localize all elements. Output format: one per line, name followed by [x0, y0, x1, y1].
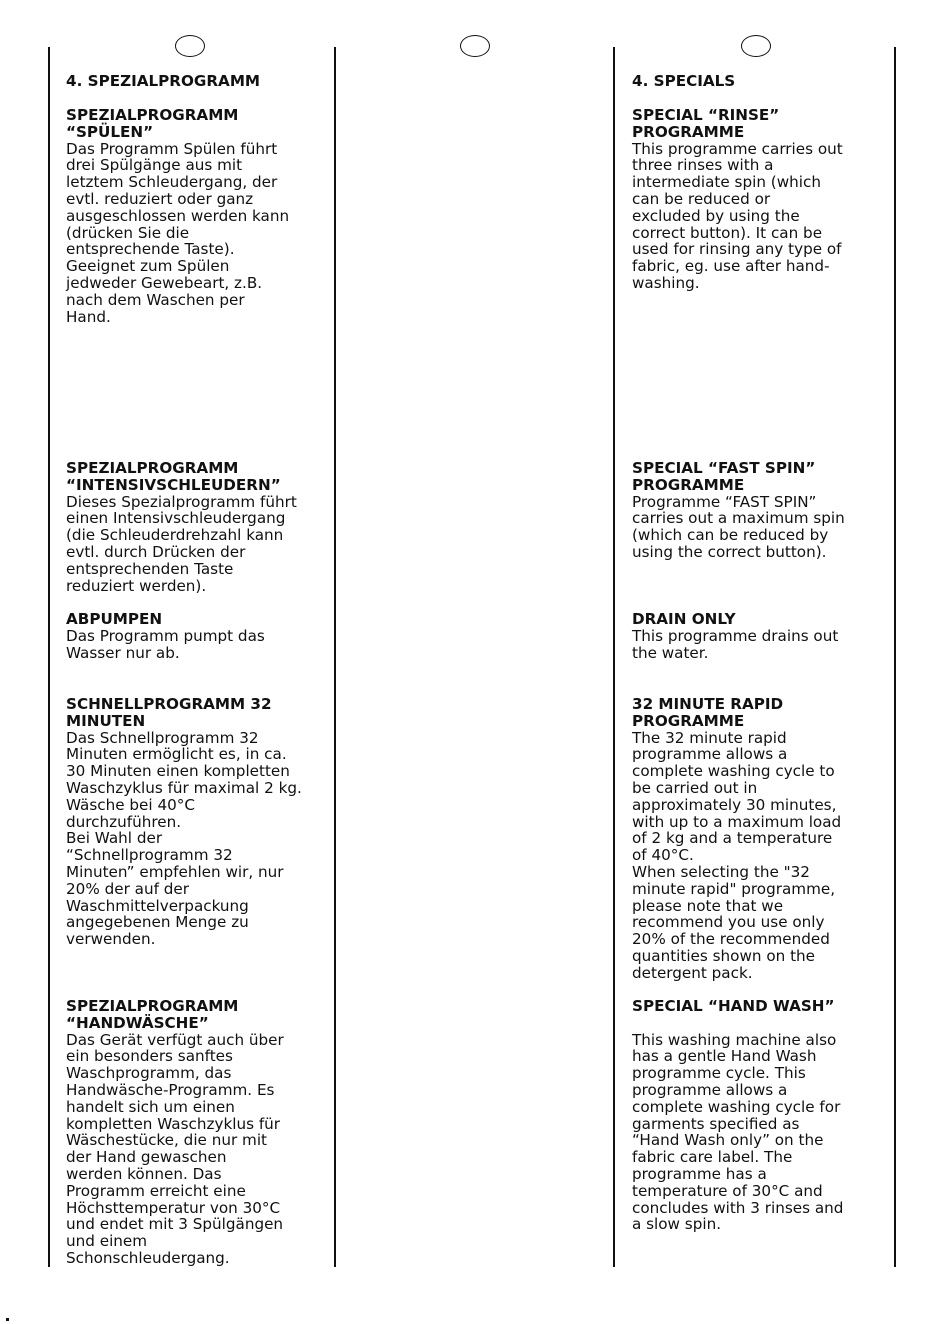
section-body: This programme drains out the water.	[632, 626, 839, 662]
section-rapid-32	[66, 696, 328, 948]
section-heading: SCHNELLPROGRAMM 32 MINUTEN	[66, 695, 272, 730]
section-heading: SPECIAL “HAND WASH”	[632, 997, 835, 1015]
section-body: Das Schnellprogramm 32 Minuten ermöglicht es, in ca. 30 Minuten einen kompletten Waschzyklus für maximal 2 kg. Wäsche bei 40°C durchzuführen. Bei Wahl der “Schnellprogramm 32 Minuten” empfehlen wir, nur 20% der auf der Waschmittelverpackung angegebenen Menge zu verwenden.	[66, 728, 302, 949]
section-intensive-spin	[66, 460, 328, 594]
section-heading: SPEZIALPROGRAMM “SPÜLEN”	[66, 106, 239, 141]
section-body: Das Programm pumpt das Wasser nur ab.	[66, 626, 265, 662]
section-body: This washing machine also has a gentle Hand Wash programme cycle. This programme allows a complete washing cycle for garments specified as “Hand Wash only” on the fabric care label. The programme has a temperature of 30°C and concludes with 3 rinses and a slow spin.	[632, 1030, 844, 1234]
column-divider-center-left	[334, 47, 336, 1267]
chapter-title: 4. SPEZIALPROGRAMM	[66, 72, 261, 90]
section-body: Programme “FAST SPIN” carries out a maximum spin (which can be reduced by using the correct button).	[632, 492, 845, 561]
section-body: Dieses Spezialprogramm führt einen Intensivschleudergang (die Schleuderdrehzahl kann evtl. durch Drücken der entsprechenden Taste reduziert werden).	[66, 492, 297, 595]
section-rinse	[632, 107, 882, 292]
section-rinse	[66, 107, 328, 325]
section-heading: SPECIAL “RINSE” PROGRAMME	[632, 106, 780, 141]
section-drain	[632, 611, 882, 661]
column-divider-center-right	[613, 47, 615, 1267]
section-heading: SPECIAL “FAST SPIN” PROGRAMME	[632, 459, 816, 494]
column-divider-right	[894, 47, 896, 1267]
section-heading: DRAIN ONLY	[632, 610, 736, 628]
section-heading: SPEZIALPROGRAMM “INTENSIVSCHLEUDERN”	[66, 459, 281, 494]
section-drain	[66, 611, 328, 661]
section-hand-wash	[632, 998, 882, 1233]
section-body: The 32 minute rapid programme allows a complete washing cycle to be carried out in approximately 30 minutes, with up to a maximum load of 2 kg and a temperature of 40°C. When selecting the "32 minute rapid" programme, please note that we recommend you use only 20% of the recommended quantities shown on the detergent pack.	[632, 728, 842, 982]
section-body: Das Gerät verfügt auch über ein besonders sanftes Waschprogramm, das Handwäsche-Programm. Es handelt sich um einen kompletten Waschzyklus für Wäschestücke, die nur mit der Hand gewaschen werden können. Das Programm erreicht eine Höchsttemperatur von 30°C und endet mit 3 Spülgängen und einem Schonschleudergang.	[66, 1030, 284, 1267]
section-fast-spin	[632, 460, 882, 561]
language-oval-middle	[460, 35, 490, 57]
column-german	[66, 0, 328, 1300]
chapter-title: 4. SPECIALS	[632, 72, 736, 90]
section-body: Das Programm Spülen führt drei Spülgänge aus mit letztem Schleudergang, der evtl. reduziert oder ganz ausgeschlossen werden kann (drücken Sie die entsprechende Taste). Geeignet zum Spülen jedweder Gewebeart, z.B. nach dem Waschen per Hand.	[66, 139, 290, 326]
section-heading: ABPUMPEN	[66, 610, 163, 628]
section-heading: 32 MINUTE RAPID PROGRAMME	[632, 695, 784, 730]
section-hand-wash	[66, 998, 328, 1267]
section-rapid-32	[632, 696, 882, 982]
column-english	[632, 0, 882, 1300]
page-corner-mark	[6, 1318, 9, 1321]
column-divider-left	[48, 47, 50, 1267]
section-heading: SPEZIALPROGRAMM “HANDWÄSCHE”	[66, 997, 239, 1032]
section-body: This programme carries out three rinses with a intermediate spin (which can be reduced or excluded by using the correct button). It can be used for rinsing any type of fabric, eg. use after hand- washing.	[632, 139, 843, 292]
